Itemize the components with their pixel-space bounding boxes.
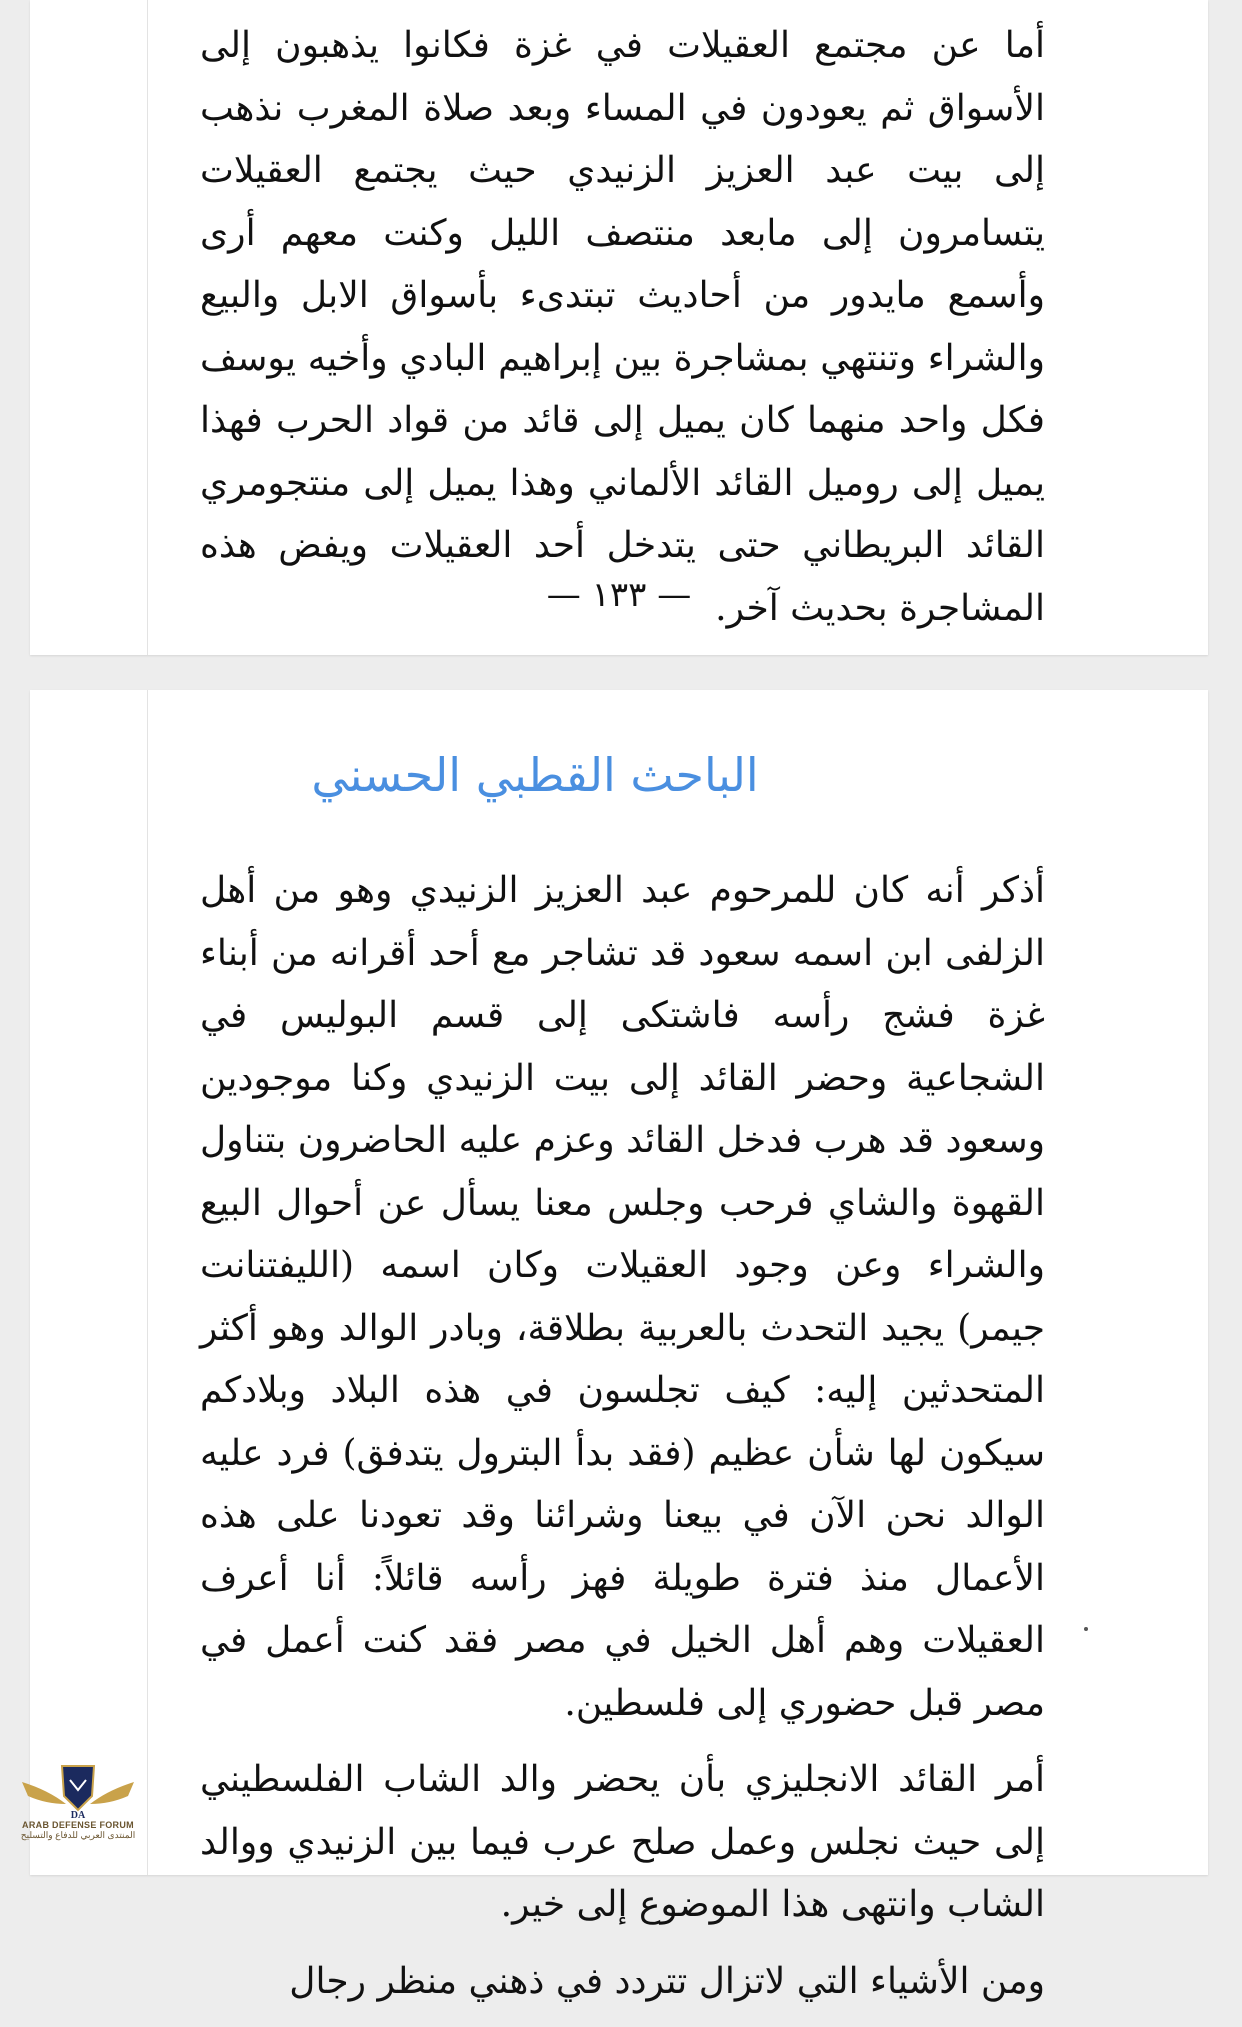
paragraph: ومن الأشياء التي لاتزال تتردد في ذهني منظر رجال	[289, 1960, 1045, 2002]
book-page-top	[30, 0, 1208, 655]
stray-mark	[1084, 1627, 1088, 1631]
page-number: — ١٣٣ —	[546, 575, 692, 615]
watermark-abbrev: DA	[70, 1810, 86, 1821]
chapter-title: الباحث القطبي الحسني	[311, 748, 759, 802]
paragraph: أما عن مجتمع العقيلات في غزة فكانوا يذهبون إلى الأسواق ثم يعودون في المساء وبعد صلاة المغرب نذهب إلى بيت عبد العزيز الزنيدي حيث يجتمع العقيلات يتسامرون إلى مابعد منتصف الليل وكنت معهم أرى وأسمع مايدور من أحاديث تبتدىء بأسواق الابل والبيع والشراء وتنتهي بمشاجرة بين إبراهيم البادي وأخيه يوسف فكل واحد منهما كان يميل إلى قائد من قواد الحرب فهذا يميل إلى روميل القائد الألماني وهذا يميل إلى منتجومري القائد البريطاني حتى يتدخل أحد العقيلات ويفض هذه المشاجرة بحديث آخر.	[200, 25, 1045, 629]
page-margin-line	[147, 0, 148, 655]
page-text-bottom	[200, 860, 1045, 2027]
shield-wings-icon	[18, 1760, 138, 1820]
page-text-top	[200, 15, 1045, 640]
page-margin-line	[147, 690, 148, 1875]
forum-watermark-logo	[8, 1760, 148, 1870]
watermark-name-ar: المنتدى العربي للدفاع والتسليح	[20, 1830, 136, 1840]
paragraph: أذكر أنه كان للمرحوم عبد العزيز الزنيدي وهو من أهل الزلفى ابن اسمه سعود قد تشاجر مع أحد أقرانه من أبناء غزة فشج رأسه فاشتكى إلى قسم البوليس في الشجاعية وحضر القائد إلى بيت الزنيدي وكنا موجودين وسعود قد هرب فدخل القائد وعزم عليه الحاضرون بتناول القهوة والشاي فرحب وجلس معنا يسأل عن أحوال البيع والشراء وعن وجود العقيلات وكان اسمه (الليفتنانت جيمر) يجيد التحدث بالعربية بطلاقة، وبادر الوالد وهو أكثر المتحدثين إليه: كيف تجلسون في هذه البلاد وبلادكم سيكون لها شأن عظيم (فقد بدأ البترول يتدفق) فرد عليه الوالد نحن الآن في بيعنا وشرائنا وقد تعودنا على هذه الأعمال منذ فترة طويلة فهز رأسه قائلاً: أنا أعرف العقيلات وهم أهل الخيل في مصر فقد كنت أعمل في مصر قبل حضوري إلى فلسطين.	[200, 870, 1045, 1724]
watermark-name-en: ARAB DEFENSE FORUM	[22, 1820, 134, 1830]
paragraph: أمر القائد الانجليزي بأن يحضر والد الشاب الفلسطيني إلى حيث نجلس وعمل صلح عرب فيما بين الزنيدي ووالد الشاب وانتهى هذا الموضوع إلى خير.	[200, 1759, 1045, 1925]
book-page-bottom	[30, 690, 1208, 2002]
